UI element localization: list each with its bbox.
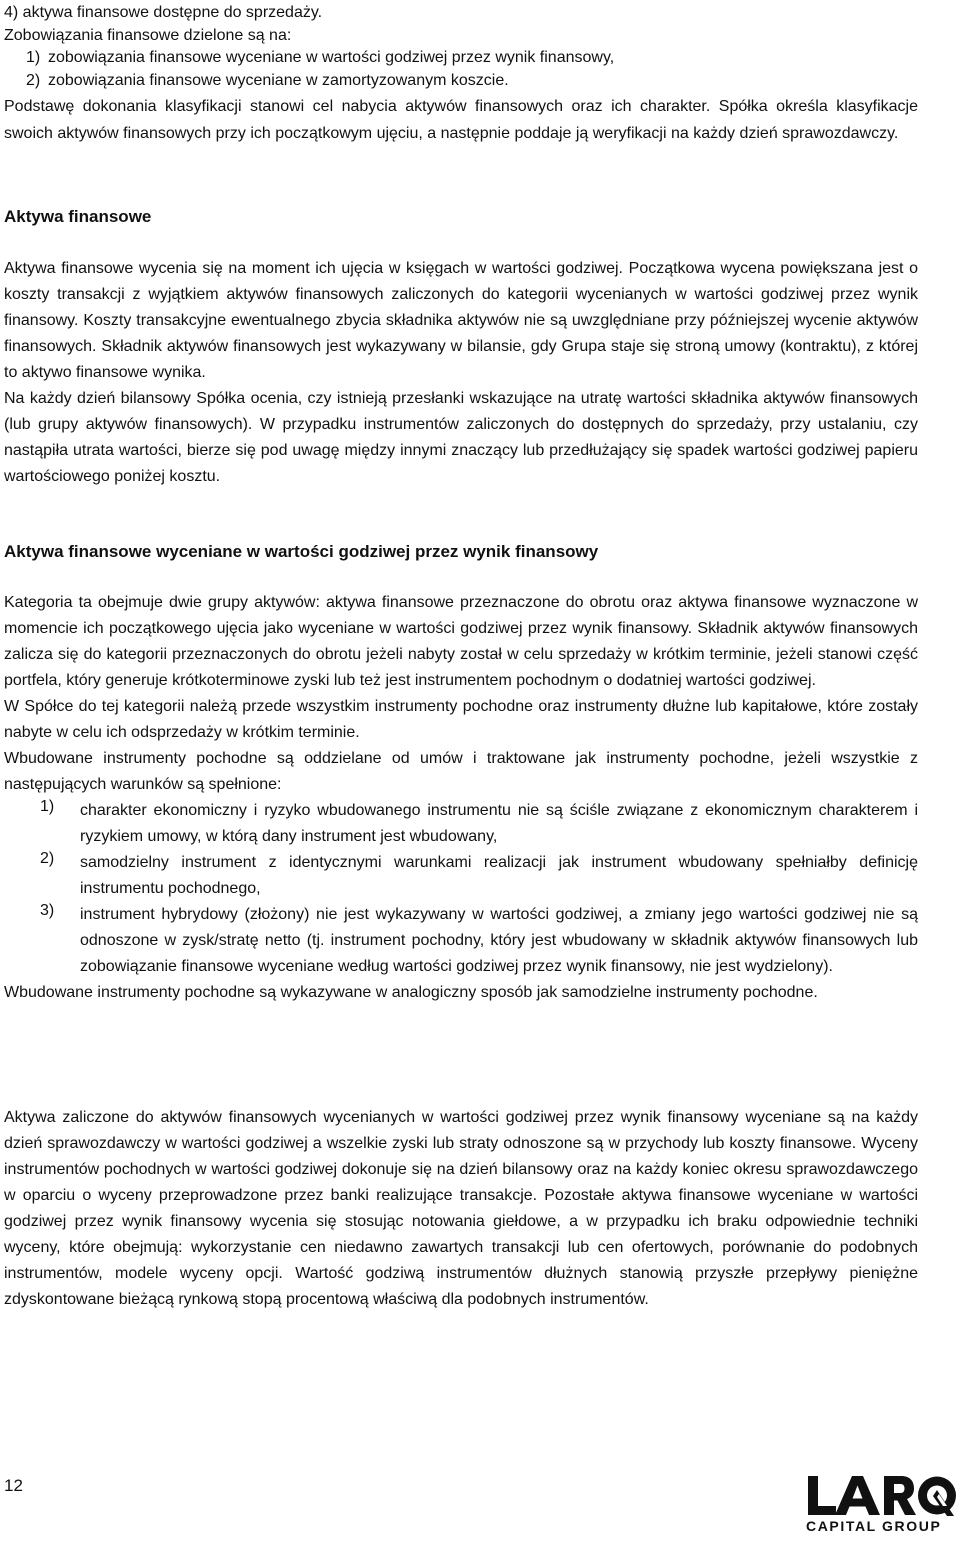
paragraph: W Spółce do tej kategorii należą przede wszystkim instrumenty pochodne oraz instrumenty dłużne lub kapitałowe, które zostały nabyte w celu ich odsprzedaży w krótkim terminie. [4,698,918,741]
list-item [4,850,918,902]
list-item-number: 1) [26,49,41,66]
list-item [4,70,918,93]
section-fvtpl-valuation [4,1105,918,1313]
intro-item-4: 4) aktywa finansowe dostępne do sprzedaży. [4,4,323,21]
list-item-text: charakter ekonomiczny i ryzyko wbudowanego instrumentu nie są ściśle związane z ekonomicznym charakterem i ryzykiem umowy, w którą dany instrument jest wbudowany, [80,802,918,845]
logo-subtitle: CAPITAL GROUP [806,1518,942,1534]
section-fvtpl-body [4,590,918,1006]
list-item-text: zobowiązania finansowe wyceniane w zamortyzowanym koszcie. [48,71,509,89]
section-heading: Aktywa finansowe [4,207,152,226]
list-item [4,47,918,70]
list-item-text: zobowiązania finansowe wyceniane w wartości godziwej przez wynik finansowy, [48,49,615,66]
larq-logo-graphic [806,1472,958,1536]
paragraph: Wbudowane instrumenty pochodne są wykazywane w analogiczny sposób jak samodzielne instrumenty pochodne. [4,984,818,1001]
paragraph: Kategoria ta obejmuje dwie grupy aktywów: aktywa finansowe przeznaczone do obrotu oraz aktywa finansowe wyznaczone w momencie ich początkowego ujęcia jako wyceniane w wartości godziwej przez wynik finansowy. Składnik aktywów finansowych zalicza się do kategorii przeznaczonych do obrotu jeżeli nabyty został w celu sprzedaży w krótkim terminie, jeżeli stanowi część portfela, który generuje krótkoterminowe zyski lub też jest instrumentem pochodnym o dodatniej wartości godziwej. [4,594,918,689]
larq-logo [806,1472,958,1536]
liabilities-intro: Zobowiązania finansowe dzielone są na: [4,26,292,44]
section-financial-assets-body [4,256,918,490]
paragraph: Na każdy dzień bilansowy Spółka ocenia, czy istnieją przesłanki wskazujące na utratę wartości składnika aktywów finansowych (lub grupy aktywów finansowych). W przypadku instrumentów zaliczonych do dostępnych do sprzedaży, przy ustalaniu, czy nastąpiła utrata wartości, bierze się pod uwagę między innymi znaczący lub przedłużający się spadek wartości godziwej papieru wartościowego poniżej kosztu. [4,390,918,485]
liabilities-list [4,47,918,92]
paragraph: Aktywa finansowe wycenia się na moment ich ujęcia w księgach w wartości godziwej. Początkowa wycena powiększana jest o koszty transakcji z wyjątkiem aktywów finansowych zaliczonych do kategorii wycenianych w wartości godziwej przez wynik finansowy. Koszty transakcyjne ewentualnego zbycia składnika aktywów nie są uwzględniane przy późniejszej wycenie aktywów finansowych. Składnik aktywów finansowych jest wykazywany w bilansie, gdy Grupa staje się stroną umowy (kontraktu), z której to aktywo finansowe wynika. [4,260,918,381]
paragraph: Wbudowane instrumenty pochodne są oddzielane od umów i traktowane jak instrumenty pochodne, jeżeli wszystkie z następujących warunków są spełnione: [4,750,918,793]
list-item-text: instrument hybrydowy (złożony) nie jest wykazywany w wartości godziwej, a zmiany jego wartości godziwej nie są odnoszone w zysk/stratę netto (tj. instrument pochodny, który jest wbudowany w składnik aktywów finansowych lub zobowiązanie finansowe wyceniane według wartości godziwej przez wynik finansowy, nie jest wydzielony). [80,906,918,975]
conditions-list [4,798,918,980]
list-item [4,798,918,850]
classification-paragraph: Podstawę dokonania klasyfikacji stanowi cel nabycia aktywów finansowych oraz ich charakter. Spółka określa klasyfikacje swoich aktywów finansowych przy ich początkowym ujęciu, a następnie poddaje ją weryfikacji na każdy dzień sprawozdawczy. [4,98,918,142]
paragraph: Aktywa zaliczone do aktywów finansowych wycenianych w wartości godziwej przez wynik finansowy wyceniane są na każdy dzień sprawozdawczy w wartości godziwej a wszelkie zyski lub straty odnoszone są w przychody lub koszty finansowe. Wyceny instrumentów pochodnych w wartości godziwej dokonuje się na dzień bilansowy oraz na każdy koniec okresu sprawozdawczego w oparciu o wyceny przeprowadzone przez banki realizujące transakcje. Pozostałe aktywa finansowe wyceniane w wartości godziwej przez wynik finansowy wycenia się stosując notowania giełdowe, a w przypadku ich braku odpowiednie techniki wyceny, które obejmują: wykorzystanie cen niedawno zawartych transakcji lub cen ofertowych, porównanie do podobnych instrumentów, modele wyceny opcji. Wartość godziwą instrumentów dłużnych stanowią przyszłe przepływy pieniężne zdyskontowane bieżącą rynkową stopą procentową właściwą dla podobnych instrumentów. [4,1109,918,1308]
list-item [4,902,918,980]
list-item-number: 1) [40,798,55,815]
section-fvtpl [4,539,918,565]
section-heading: Aktywa finansowe wyceniane w wartości godziwej przez wynik finansowy [4,542,599,561]
list-item-text: samodzielny instrument z identycznymi warunkami realizacji jak instrument wbudowany spełniałby definicję instrumentu pochodnego, [80,854,918,897]
list-item-number: 3) [40,902,55,919]
section-financial-assets [4,204,918,230]
page-number: 12 [4,1476,23,1495]
list-item-number: 2) [26,71,41,89]
intro-block [4,2,918,147]
list-item-number: 2) [40,850,55,867]
